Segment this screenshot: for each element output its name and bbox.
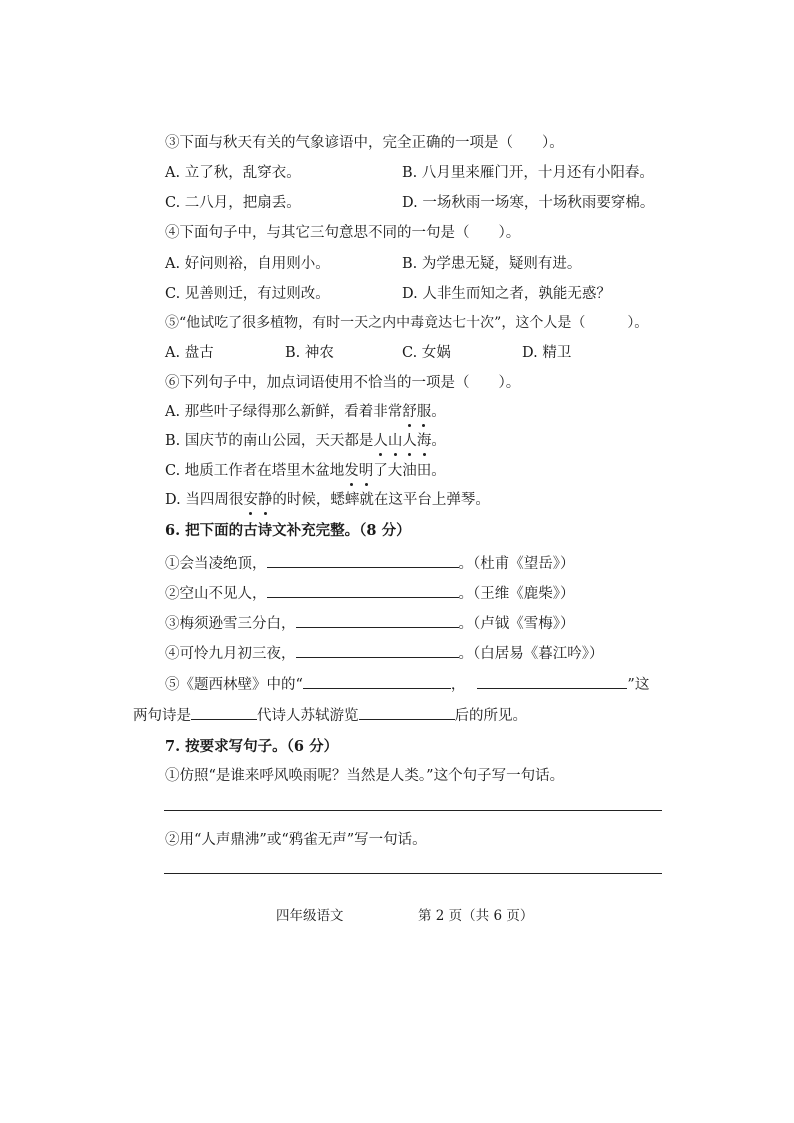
poem-5-end: ”这 [627, 677, 650, 693]
poem-2-source: 。（王维《鹿柴》） [458, 586, 575, 602]
q6-a-dotted-word [402, 404, 431, 420]
poem-3-source: 。（卢钺《雪梅》） [458, 616, 575, 632]
q6-a-end: 。 [431, 404, 446, 420]
q4-option-c: C. 见善则迁，有过则改。 [165, 286, 330, 302]
poem-3-text: ③梅须逊雪三分白， [165, 616, 296, 632]
q6-b-end: 。 [431, 433, 446, 449]
q6-a-text: A. 那些叶子绿得那么新鲜，看着非常 [165, 404, 403, 420]
q6-option-d [165, 490, 490, 510]
emphasis-dot-char: 服 [416, 404, 432, 420]
q6-stem: ⑥下列句子中，加点词语使用不恰当的一项是（ ）。 [165, 375, 521, 391]
poem-6-end: 后的所见。 [454, 708, 527, 724]
q6-d-end: 的时候，蟋蟀就在这平台上弹琴。 [272, 492, 490, 508]
emphasis-dot-char: 静 [257, 492, 273, 508]
q3-stem: ③下面与秋天有关的气象谚语中，完全正确的一项是（ ）。 [165, 135, 564, 151]
poem-1-blank[interactable] [267, 553, 459, 568]
q3-option-d: D. 一场秋雨一场寒，十场秋雨要穿棉。 [402, 195, 655, 211]
poem-3-blank[interactable] [296, 613, 459, 628]
section-6-title: 6. 把下面的古诗文补充完整。（8 分） [165, 522, 411, 539]
dynasty-blank[interactable] [191, 705, 257, 720]
q6-b-dotted-word [373, 433, 431, 449]
emphasis-dot-char: 明 [358, 463, 374, 479]
poem-line-5 [165, 674, 649, 695]
q5-option-b: B. 神农 [285, 345, 334, 361]
q4-option-b: B. 为学患无疑，疑则有进。 [402, 256, 582, 272]
q5-option-a: A. 盘古 [165, 345, 214, 361]
emphasis-dot-char: 人 [373, 433, 388, 449]
sec7-q1-answer-line[interactable] [164, 810, 662, 811]
q6-d-dotted-word [243, 492, 272, 508]
poem-5-text: ⑤《题西林壁》中的“ [165, 677, 303, 693]
emphasis-dot-char: 人 [402, 433, 417, 449]
footer-page-number: 第 2 页（共 6 页） [418, 908, 534, 924]
poem-1-text: ①会当凌绝顶， [165, 556, 267, 572]
poem-line-6 [133, 705, 527, 726]
emphasis-dot-char: 舒 [402, 404, 417, 420]
q3-option-b: B. 八月里来雁门开，十月还有小阳春。 [402, 165, 654, 181]
poem-5-comma: ， [450, 677, 466, 693]
q6-c-end: 了大油田。 [373, 463, 446, 479]
q6-option-c [165, 461, 446, 481]
poem-5-blank-a[interactable] [303, 674, 451, 689]
footer-subject: 四年级语文 [276, 908, 344, 924]
sec7-q2: ②用“人声鼎沸”或“鸦雀无声”写一句话。 [165, 832, 427, 848]
emphasis-dot-char: 发 [344, 463, 359, 479]
q4-stem: ④下面句子中，与其它三句意思不同的一句是（ ）。 [165, 225, 521, 241]
q3-option-c: C. 二八月，把扇丢。 [165, 195, 301, 211]
q6-d-text: D. 当四周很 [165, 492, 244, 508]
poem-line-2 [165, 583, 575, 604]
q5-option-c: C. 女娲 [402, 345, 451, 361]
poem-line-1 [165, 553, 575, 574]
poem-line-4 [165, 643, 604, 664]
poem-line-3 [165, 613, 575, 634]
emphasis-dot-char: 海 [416, 433, 432, 449]
place-blank[interactable] [359, 705, 455, 720]
emphasis-dot-char: 安 [243, 492, 258, 508]
q6-c-dotted-word [344, 463, 373, 479]
emphasis-dot-char: 山 [387, 433, 403, 449]
q6-option-a [165, 402, 446, 422]
poem-4-blank[interactable] [296, 643, 459, 658]
q4-option-a: A. 好问则裕，自用则小。 [165, 256, 330, 272]
section-7-title: 7. 按要求写句子。（6 分） [165, 738, 339, 755]
q3-option-a: A. 立了秋，乱穿衣。 [165, 165, 301, 181]
poem-6-text: 两句诗是 [133, 708, 191, 724]
q5-option-d: D. 精卫 [522, 345, 572, 361]
q4-option-d: D. 人非生而知之者，孰能无惑？ [402, 286, 611, 302]
q6-b-text: B. 国庆节的南山公园，天天都是 [165, 433, 374, 449]
poem-2-blank[interactable] [267, 583, 459, 598]
poem-6-mid: 代诗人苏轼游览 [257, 708, 359, 724]
poem-5-blank-b[interactable] [477, 674, 627, 689]
q6-c-text: C. 地质工作者在塔里木盆地 [165, 463, 345, 479]
poem-4-source: 。（白居易《暮江吟》） [458, 646, 604, 662]
sec7-q1: ①仿照“是谁来呼风唤雨呢？当然是人类。”这个句子写一句话。 [165, 768, 565, 784]
q5-stem: ⑤“他试吃了很多植物，有时一天之内中毒竟达七十次”，这个人是（ ）。 [165, 315, 649, 331]
poem-2-text: ②空山不见人， [165, 586, 267, 602]
poem-4-text: ④可怜九月初三夜， [165, 646, 296, 662]
poem-1-source: 。（杜甫《望岳》） [458, 556, 575, 572]
q6-option-b [165, 431, 446, 451]
sec7-q2-answer-line[interactable] [164, 873, 662, 874]
